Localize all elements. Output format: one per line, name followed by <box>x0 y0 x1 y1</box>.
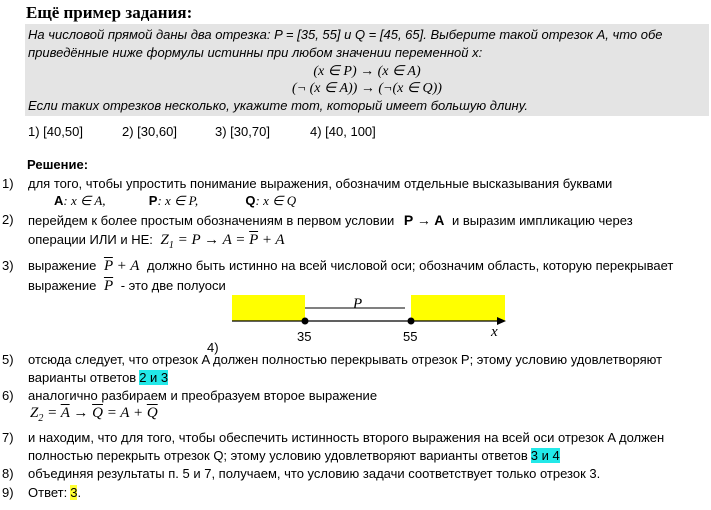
heading: Ещё пример задания: <box>26 3 193 22</box>
step-number: 7) <box>2 430 14 445</box>
step-2-part-c: операции ИЛИ и НЕ: <box>28 232 153 247</box>
formula-1: (x ∈ P) → (x ∈ A) <box>313 64 421 79</box>
right-half-axis <box>411 295 505 321</box>
def-a: : x ∈ A, <box>63 193 106 208</box>
option-3: 3) [30,70] <box>215 124 270 139</box>
option-1: 1) [40,50] <box>28 124 83 139</box>
z2-formula: $Z_2 = \overline{A} \to \overline{Q} = A + \overline{Q}$ <box>30 405 158 424</box>
step-7-text: и находим, что для того, чтобы обеспечить истинность второго выражения на всей оси отрезок A должен <box>28 430 665 445</box>
step-number: 1) <box>2 176 14 191</box>
step-3-part-b: должно быть истинно на всей числовой оси; обозначим область, которую перекрывает <box>146 258 674 273</box>
step-2-part-a: перейдем к более простым обозначениям в первом условии <box>28 213 395 228</box>
tick-label-55: 55 <box>403 329 418 344</box>
step-3-part-a: выражение <box>28 258 97 273</box>
option-2: 2) [30,60] <box>122 124 177 139</box>
point-55 <box>408 318 415 325</box>
task-line-3: Если таких отрезков несколько, укажите тот, который имеет большую длину. <box>28 98 528 113</box>
option-4: 4) [40, 100] <box>310 124 376 139</box>
def-p: : x ∈ P, <box>157 193 199 208</box>
step-5-part-b: варианты ответов <box>28 370 137 385</box>
answer-value: 3 <box>70 485 78 500</box>
def-q: : x ∈ Q <box>255 193 297 208</box>
step-number: 2) <box>2 212 14 227</box>
z1-formula: $Z_1 = P \to A = \overline{P} + A$ <box>160 232 285 251</box>
step-3-part-d: - это две полуоси <box>120 278 226 293</box>
step-4-number: 4) <box>207 340 219 355</box>
step-number: 3) <box>2 258 14 273</box>
step-3-part-c: выражение <box>28 278 97 293</box>
def-p-name: P <box>148 193 158 208</box>
step-2-formula: P → A <box>403 212 445 228</box>
not-p: $\overline{P}$ <box>103 278 114 294</box>
task-line-2: приведённые ниже формулы истинны при любом значении переменной x: <box>28 45 483 60</box>
solution-label: Решение: <box>27 157 89 172</box>
step-number: 5) <box>2 352 14 367</box>
def-a-name: A <box>54 193 64 208</box>
tick-label-35: 35 <box>297 329 312 344</box>
not-p-plus-a: $\overline{P} + A$ <box>103 258 140 274</box>
task-line-1: На числовой прямой даны два отрезка: P = [35, 55] и Q = [45, 65]. Выберите такой отрезок A, что обе <box>28 27 663 42</box>
formula-2: (¬ (x ∈ A)) → (¬(x ∈ Q)) <box>292 81 442 96</box>
label-p: P <box>353 296 363 312</box>
step-6-text: аналогично разбираем и преобразуем второе выражение <box>28 388 378 403</box>
axis-x-label: x <box>491 324 498 340</box>
step-7-line-2 <box>28 448 560 463</box>
step-7-part-b: полностью перекрыть отрезок Q; этому условию удовлетворяют варианты ответов <box>28 448 528 463</box>
highlight-2-and-3: 2 и 3 <box>139 370 169 385</box>
answer-label: Ответ: <box>28 485 68 500</box>
step-1-text: для того, чтобы упростить понимание выражения, обозначим отдельные высказывания буквами <box>28 176 613 191</box>
step-number: 8) <box>2 466 14 481</box>
step-number: 9) <box>2 485 14 500</box>
answer-period: . <box>77 485 82 500</box>
step-2-part-b: и выразим импликацию через <box>451 213 633 228</box>
highlight-3-and-4: 3 и 4 <box>530 448 560 463</box>
step-8-text: объединяя результаты п. 5 и 7, получаем, что условию задачи соответствует только отрезок 3. <box>28 466 601 481</box>
step-number: 6) <box>2 388 14 403</box>
step-5-line-2 <box>28 370 168 385</box>
left-half-axis <box>232 295 305 321</box>
point-35 <box>302 318 309 325</box>
step-5-text: отсюда следует, что отрезок A должен полностью перекрывать отрезок P; этому условию удовлетворяют <box>28 352 663 367</box>
def-q-name: Q <box>245 193 256 208</box>
step-9-text <box>28 485 81 500</box>
